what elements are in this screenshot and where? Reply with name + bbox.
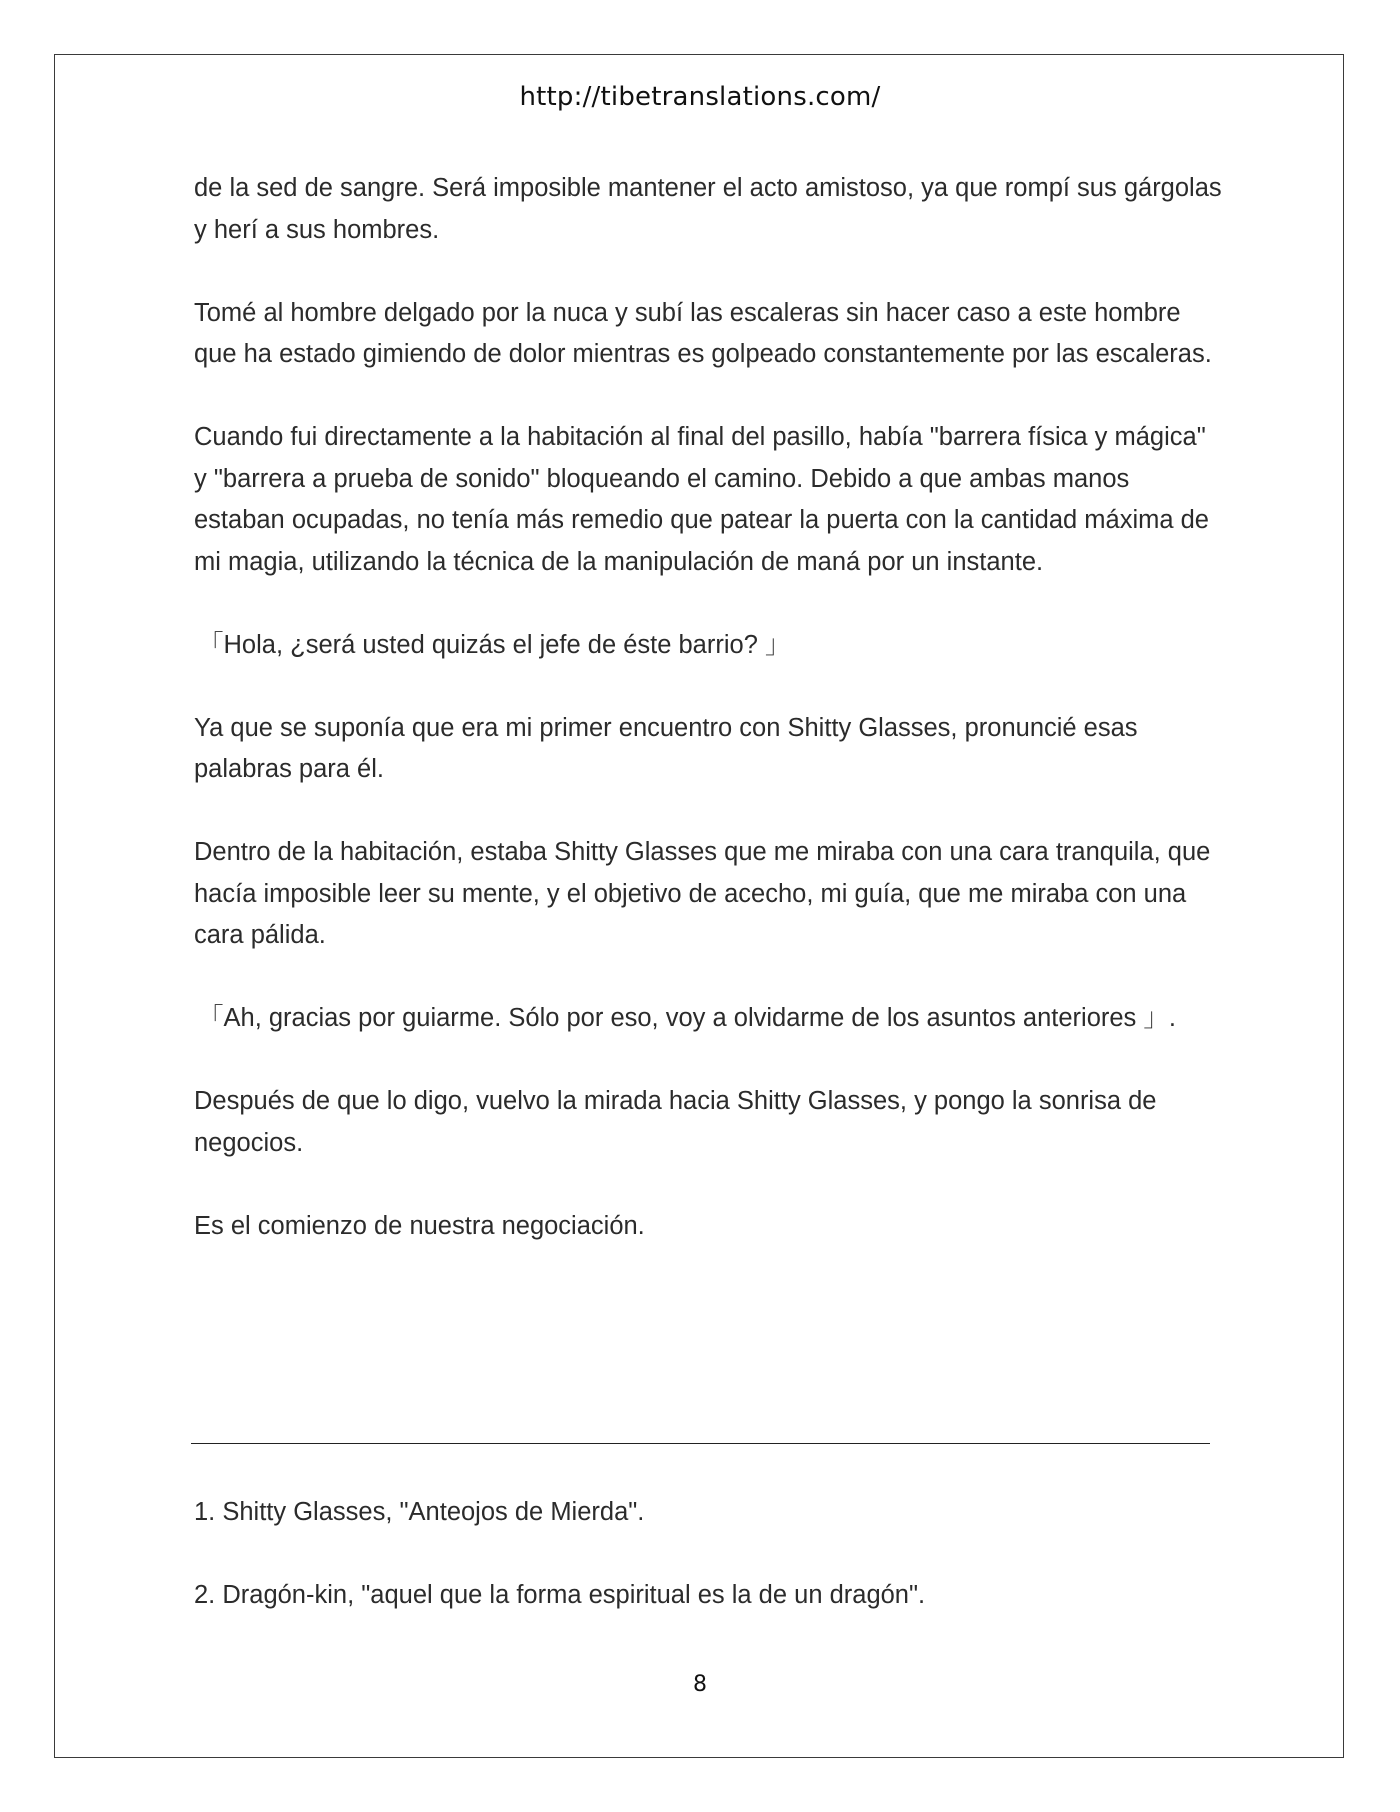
page-number: 8 <box>693 1672 707 1697</box>
dialog-line: 「Ah, gracias por guiarme. Sólo por eso, voy a olvidarme de los asuntos anteriores 」. <box>198 1004 1176 1032</box>
body-text <box>194 168 1224 1289</box>
paragraph: Después de que lo digo, vuelvo la mirada hacia Shitty Glasses, y pongo la sonrisa de negocios. <box>194 1087 1157 1157</box>
footnote: 1. Shitty Glasses, "Anteojos de Mierda". <box>194 1498 645 1526</box>
footnotes <box>194 1492 1224 1658</box>
paragraph: Es el comienzo de nuestra negociación. <box>194 1211 645 1240</box>
footnote-divider <box>191 1443 1210 1444</box>
paragraph: Ya que se suponía que era mi primer encuentro con Shitty Glasses, pronuncié esas palabras para él. <box>194 713 1138 783</box>
dialog-line: 「Hola, ¿será usted quizás el jefe de éste barrio? 」 <box>198 630 791 659</box>
paragraph: Dentro de la habitación, estaba Shitty Glasses que me miraba con una cara tranquila, que hacía imposible leer su mente, y el objetivo de acecho, mi guía, que me miraba con una cara pálida. <box>194 838 1211 949</box>
paragraph: Tomé al hombre delgado por la nuca y subí las escaleras sin hacer caso a este hombre que ha estado gimiendo de dolor mientras es golpeado constantemente por las escaleras. <box>194 298 1212 368</box>
paragraph: de la sed de sangre. Será imposible mantener el acto amistoso, ya que rompí sus gárgolas y herí a sus hombres. <box>194 174 1222 244</box>
footnote: 2. Dragón-kin, "aquel que la forma espiritual es la de un dragón". <box>194 1581 926 1609</box>
paragraph: Cuando fui directamente a la habitación al final del pasillo, había "barrera física y mágica" y "barrera a prueba de sonido" bloqueando el camino. Debido a que ambas manos estaban ocupadas, no tenía más remedio que patear la puerta con la cantidad máxima de mi magia, utilizando la técnica de la manipulación de maná por un instante. <box>194 423 1209 576</box>
header-url: http://tibetranslations.com/ <box>519 82 881 112</box>
